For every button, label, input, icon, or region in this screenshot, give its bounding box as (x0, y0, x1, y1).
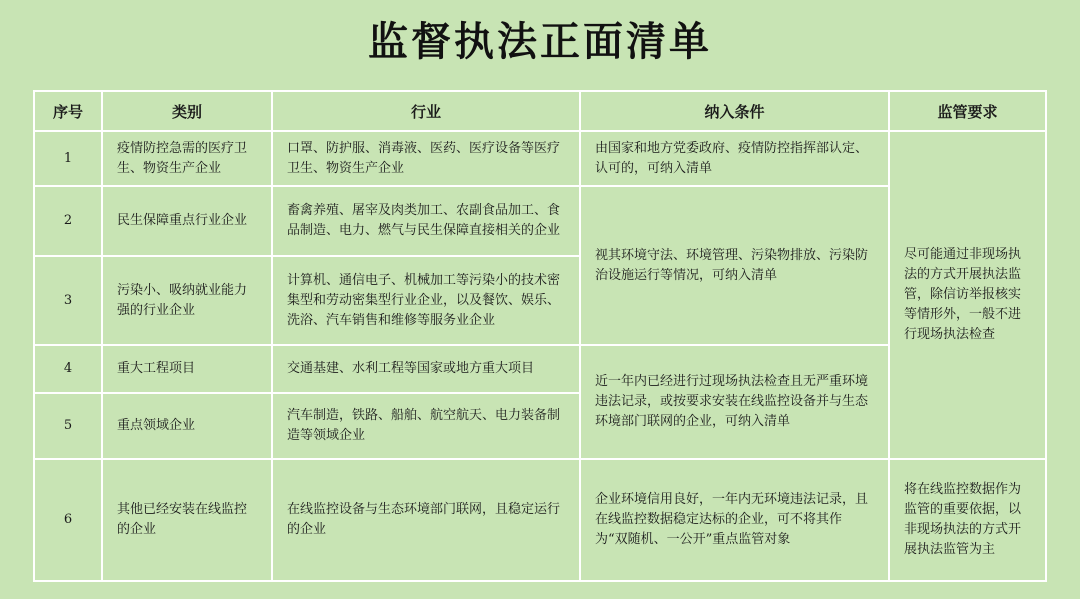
row-industry: 汽车制造，铁路、船舶、航空航天、电力装备制造等领域企业 (272, 393, 580, 459)
row-industry: 口罩、防护服、消毒液、医药、医疗设备等医疗卫生、物资生产企业 (272, 131, 580, 186)
row-industry: 在线监控设备与生态环境部门联网，且稳定运行的企业 (272, 459, 580, 581)
row-category: 重大工程项目 (102, 345, 272, 393)
condition-cell: 视其环境守法、环境管理、污染物排放、污染防治设施运行等情况，可纳入清单 (580, 186, 889, 345)
condition-cell: 企业环境信用良好，一年内无环境违法记录，且在线监控数据稳定达标的企业，可不将其作为“双随机、一公开”重点监管对象 (580, 459, 889, 581)
row-number: 5 (34, 393, 102, 459)
header-serial-number: 序号 (34, 91, 102, 131)
row-industry: 交通基建、水利工程等国家或地方重大项目 (272, 345, 580, 393)
positive-list-table (33, 90, 1047, 582)
row-number: 1 (34, 131, 102, 186)
row-category: 民生保障重点行业企业 (102, 186, 272, 256)
condition-cell: 近一年内已经进行过现场执法检查且无严重环境违法记录，或按要求安装在线监控设备并与生态环境部门联网的企业，可纳入清单 (580, 345, 889, 459)
header-industry: 行业 (272, 91, 580, 131)
header-category: 类别 (102, 91, 272, 131)
header-inclusion-conditions: 纳入条件 (580, 91, 889, 131)
table-row (34, 459, 1046, 581)
requirement-cell: 尽可能通过非现场执法的方式开展执法监管，除信访举报核实等情形外，一般不进行现场执法检查 (889, 131, 1046, 459)
row-category: 重点领域企业 (102, 393, 272, 459)
row-number: 4 (34, 345, 102, 393)
header-supervision-requirements: 监管要求 (889, 91, 1046, 131)
row-number: 3 (34, 256, 102, 345)
row-category: 污染小、吸纳就业能力强的行业企业 (102, 256, 272, 345)
condition-cell: 由国家和地方党委政府、疫情防控指挥部认定、认可的，可纳入清单 (580, 131, 889, 186)
table-header-row (34, 91, 1046, 131)
row-number: 6 (34, 459, 102, 581)
requirement-cell: 将在线监控数据作为监管的重要依据，以非现场执法的方式开展执法监管为主 (889, 459, 1046, 581)
row-industry: 计算机、通信电子、机械加工等污染小的技术密集型和劳动密集型行业企业，以及餐饮、娱乐、洗浴、汽车销售和维修等服务业企业 (272, 256, 580, 345)
row-category: 其他已经安装在线监控的企业 (102, 459, 272, 581)
row-industry: 畜禽养殖、屠宰及肉类加工、农副食品加工、食品制造、电力、燃气与民生保障直接相关的企业 (272, 186, 580, 256)
row-number: 2 (34, 186, 102, 256)
table-row (34, 131, 1046, 186)
page-title: 监督执法正面清单 (368, 19, 712, 65)
row-category: 疫情防控急需的医疗卫生、物资生产企业 (102, 131, 272, 186)
